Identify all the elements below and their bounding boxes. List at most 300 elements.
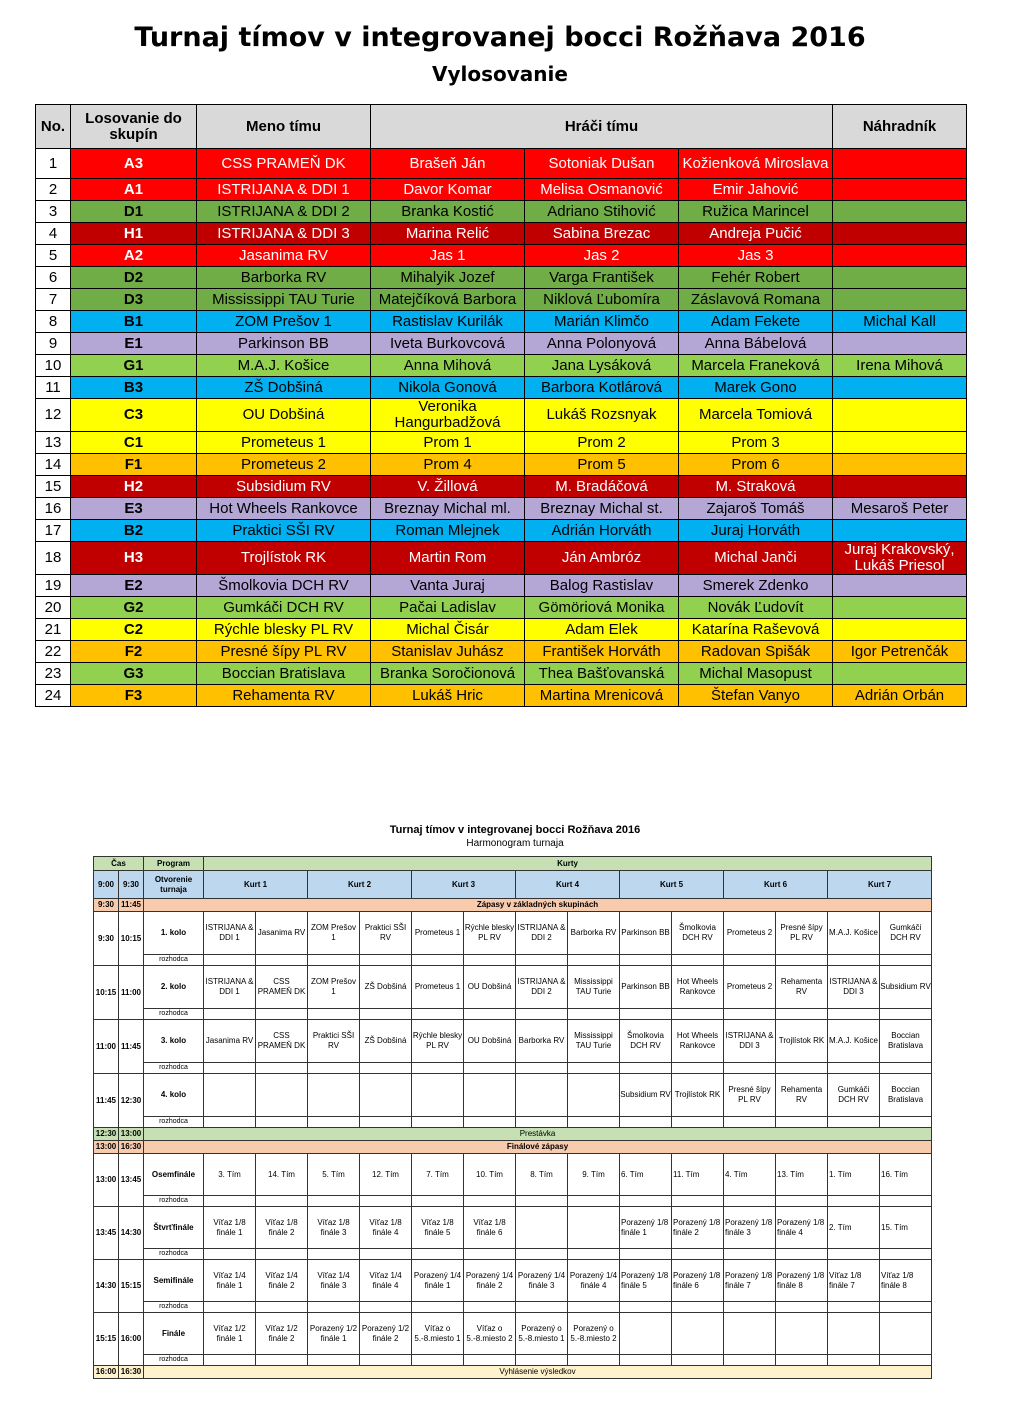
group-code: D1 bbox=[71, 201, 197, 223]
referee-cell bbox=[568, 1355, 620, 1366]
match-cell bbox=[620, 1313, 672, 1355]
match-cell: Trojlístok RK bbox=[672, 1074, 724, 1117]
draw-row bbox=[36, 201, 967, 223]
group-code: D2 bbox=[71, 267, 197, 289]
referee-cell bbox=[724, 1355, 776, 1366]
substitute bbox=[833, 245, 967, 267]
row-number: 1 bbox=[36, 149, 71, 179]
substitute bbox=[833, 663, 967, 685]
draw-row bbox=[36, 498, 967, 520]
referee-cell bbox=[464, 955, 516, 966]
referee-cell bbox=[828, 1196, 880, 1207]
player-1: Matejčíková Barbora bbox=[371, 289, 525, 311]
referee-cell bbox=[308, 1302, 360, 1313]
team-name: Prometeus 1 bbox=[197, 432, 371, 454]
time-end: 14:30 bbox=[119, 1207, 144, 1260]
substitute bbox=[833, 399, 967, 432]
referee-cell bbox=[776, 955, 828, 966]
referee-cell bbox=[204, 1009, 256, 1020]
match-cell: Víťaz 1/8 finále 7 bbox=[828, 1260, 880, 1302]
referee-cell bbox=[464, 1009, 516, 1020]
time-start: 13:00 bbox=[94, 1154, 119, 1207]
match-cell: Boccian Bratislava bbox=[880, 1074, 932, 1117]
player-3: Fehér Robert bbox=[679, 267, 833, 289]
header-players: Hráči tímu bbox=[371, 105, 833, 149]
header-no: No. bbox=[36, 105, 71, 149]
match-cell: 11. Tím bbox=[672, 1154, 724, 1196]
match-cell: CSS PRAMEŇ DK bbox=[256, 1020, 308, 1063]
draw-row bbox=[36, 685, 967, 707]
player-1: Roman Mlejnek bbox=[371, 520, 525, 542]
match-cell: Boccian Bratislava bbox=[880, 1020, 932, 1063]
header-kurty: Kurty bbox=[204, 857, 932, 871]
schedule-body bbox=[94, 857, 932, 1379]
time-start: 14:30 bbox=[94, 1260, 119, 1313]
player-3: Marcela Tomiová bbox=[679, 399, 833, 432]
referee-cell bbox=[516, 1249, 568, 1260]
schedule-row bbox=[94, 1009, 932, 1020]
round-label: Finále bbox=[144, 1313, 204, 1355]
round-label: Semifinále bbox=[144, 1260, 204, 1302]
group-code: A2 bbox=[71, 245, 197, 267]
match-cell: ZOM Prešov 1 bbox=[308, 912, 360, 955]
match-cell: Barborka RV bbox=[568, 912, 620, 955]
round-label: 2. kolo bbox=[144, 966, 204, 1009]
match-cell: ISTRIJANA & DDI 2 bbox=[516, 966, 568, 1009]
match-cell: ZŠ Dobšiná bbox=[360, 966, 412, 1009]
match-cell: 4. Tím bbox=[724, 1154, 776, 1196]
referee-cell bbox=[464, 1249, 516, 1260]
schedule-row bbox=[94, 871, 932, 899]
referee-cell bbox=[256, 1355, 308, 1366]
player-1: Veronika Hangurbadžová bbox=[371, 399, 525, 432]
referee-cell bbox=[672, 1355, 724, 1366]
referee-cell bbox=[308, 1196, 360, 1207]
referee-cell bbox=[204, 1302, 256, 1313]
player-3: Adam Fekete bbox=[679, 311, 833, 333]
referee-cell bbox=[568, 1302, 620, 1313]
match-cell: Jasanima RV bbox=[256, 912, 308, 955]
substitute: Igor Petrenčák bbox=[833, 641, 967, 663]
group-code: A3 bbox=[71, 149, 197, 179]
match-cell: Víťaz 1/4 finále 2 bbox=[256, 1260, 308, 1302]
match-cell: Rehamenta RV bbox=[776, 966, 828, 1009]
match-cell: 5. Tím bbox=[308, 1154, 360, 1196]
match-cell: 3. Tím bbox=[204, 1154, 256, 1196]
schedule-row bbox=[94, 1128, 932, 1141]
substitute: Juraj Krakovský, Lukáš Priesol bbox=[833, 542, 967, 575]
referee-cell bbox=[880, 1249, 932, 1260]
group-code: A1 bbox=[71, 179, 197, 201]
player-3: Emir Jahović bbox=[679, 179, 833, 201]
row-number: 14 bbox=[36, 454, 71, 476]
referee-cell bbox=[412, 1355, 464, 1366]
match-cell bbox=[516, 1074, 568, 1117]
match-cell: Presné šípy PL RV bbox=[724, 1074, 776, 1117]
player-1: Mihalyik Jozef bbox=[371, 267, 525, 289]
referee-cell bbox=[360, 1196, 412, 1207]
referee-cell bbox=[672, 1302, 724, 1313]
referee-cell bbox=[360, 1009, 412, 1020]
group-code: D3 bbox=[71, 289, 197, 311]
match-cell: Gumkáči DCH RV bbox=[828, 1074, 880, 1117]
substitute bbox=[833, 597, 967, 619]
substitute bbox=[833, 619, 967, 641]
referee-cell bbox=[776, 1355, 828, 1366]
match-cell: Rýchle blesky PL RV bbox=[412, 1020, 464, 1063]
team-name: Šmolkovia DCH RV bbox=[197, 575, 371, 597]
match-cell bbox=[204, 1074, 256, 1117]
row-number: 24 bbox=[36, 685, 71, 707]
referee-cell bbox=[620, 1196, 672, 1207]
match-cell bbox=[360, 1074, 412, 1117]
match-cell: M.A.J. Košice bbox=[828, 912, 880, 955]
time-end: 15:15 bbox=[119, 1260, 144, 1313]
referee-cell bbox=[620, 1355, 672, 1366]
player-3: Marek Gono bbox=[679, 377, 833, 399]
referee-cell bbox=[828, 1249, 880, 1260]
round-label: 3. kolo bbox=[144, 1020, 204, 1063]
schedule-row bbox=[94, 912, 932, 955]
player-3: Juraj Horváth bbox=[679, 520, 833, 542]
group-code: F2 bbox=[71, 641, 197, 663]
match-cell bbox=[776, 1313, 828, 1355]
time-start: 16:00 bbox=[94, 1366, 119, 1379]
match-cell: Porazený 1/8 finále 4 bbox=[776, 1207, 828, 1249]
player-3: Michal Janči bbox=[679, 542, 833, 575]
match-cell: Rýchle blesky PL RV bbox=[464, 912, 516, 955]
match-cell: Víťaz 1/8 finále 1 bbox=[204, 1207, 256, 1249]
draw-row bbox=[36, 179, 967, 201]
team-name: Praktici SŠI RV bbox=[197, 520, 371, 542]
finals-bar: Finálové zápasy bbox=[144, 1141, 932, 1154]
court-header: Kurt 3 bbox=[412, 871, 516, 899]
match-cell: Hot Wheels Rankovce bbox=[672, 1020, 724, 1063]
player-1: Martin Rom bbox=[371, 542, 525, 575]
match-cell: Víťaz 1/4 finále 3 bbox=[308, 1260, 360, 1302]
match-cell: Porazený 1/4 finále 2 bbox=[464, 1260, 516, 1302]
player-2: Breznay Michal st. bbox=[525, 498, 679, 520]
match-cell: Praktici SŠI RV bbox=[308, 1020, 360, 1063]
referee-cell bbox=[412, 955, 464, 966]
match-cell bbox=[828, 1313, 880, 1355]
match-cell: Rehamenta RV bbox=[776, 1074, 828, 1117]
time-start: 11:45 bbox=[94, 1074, 119, 1128]
group-code: B2 bbox=[71, 520, 197, 542]
substitute: Michal Kall bbox=[833, 311, 967, 333]
referee-cell bbox=[516, 1009, 568, 1020]
match-cell: OU Dobšiná bbox=[464, 1020, 516, 1063]
player-2: Sotoniak Dušan bbox=[525, 149, 679, 179]
player-3: Ružica Marincel bbox=[679, 201, 833, 223]
round-label: Štvrťfinále bbox=[144, 1207, 204, 1249]
schedule-title: Turnaj tímov v integrovanej bocci Rožňava 2016 bbox=[389, 824, 641, 836]
row-number: 8 bbox=[36, 311, 71, 333]
group-code: G3 bbox=[71, 663, 197, 685]
referee-cell bbox=[672, 1117, 724, 1128]
court-header: Kurt 5 bbox=[620, 871, 724, 899]
draw-row bbox=[36, 619, 967, 641]
referee-cell bbox=[672, 1196, 724, 1207]
match-cell: Trojlístok RK bbox=[776, 1020, 828, 1063]
match-cell bbox=[308, 1074, 360, 1117]
referee-cell bbox=[776, 1009, 828, 1020]
substitute bbox=[833, 267, 967, 289]
team-name: Mississippi TAU Turie bbox=[197, 289, 371, 311]
group-code: B1 bbox=[71, 311, 197, 333]
player-3: Andreja Pučić bbox=[679, 223, 833, 245]
player-3: Jas 3 bbox=[679, 245, 833, 267]
draw-row bbox=[36, 399, 967, 432]
draw-row bbox=[36, 641, 967, 663]
player-2: M. Bradáčová bbox=[525, 476, 679, 498]
player-3: Marcela Franeková bbox=[679, 355, 833, 377]
match-cell bbox=[516, 1207, 568, 1249]
referee-cell bbox=[256, 1009, 308, 1020]
match-cell: 14. Tím bbox=[256, 1154, 308, 1196]
substitute bbox=[833, 520, 967, 542]
groups-bar: Zápasy v základných skupinách bbox=[144, 899, 932, 912]
court-header: Kurt 1 bbox=[204, 871, 308, 899]
schedule-row bbox=[94, 955, 932, 966]
row-number: 19 bbox=[36, 575, 71, 597]
referee-cell bbox=[308, 1355, 360, 1366]
match-cell: Víťaz 1/8 finále 6 bbox=[464, 1207, 516, 1249]
court-header: Kurt 7 bbox=[828, 871, 932, 899]
player-3: Zajaroš Tomáš bbox=[679, 498, 833, 520]
player-2: Niklová Ľubomíra bbox=[525, 289, 679, 311]
player-3: Kožienková Miroslava bbox=[679, 149, 833, 179]
row-number: 18 bbox=[36, 542, 71, 575]
player-2: Anna Polonyová bbox=[525, 333, 679, 355]
team-name: ZOM Prešov 1 bbox=[197, 311, 371, 333]
row-number: 2 bbox=[36, 179, 71, 201]
referee-cell bbox=[256, 1063, 308, 1074]
row-number: 9 bbox=[36, 333, 71, 355]
draw-row bbox=[36, 663, 967, 685]
round-label: 1. kolo bbox=[144, 912, 204, 955]
match-cell: Prometeus 2 bbox=[724, 966, 776, 1009]
group-code: E1 bbox=[71, 333, 197, 355]
row-number: 3 bbox=[36, 201, 71, 223]
team-name: Prometeus 2 bbox=[197, 454, 371, 476]
time-end: 10:15 bbox=[119, 912, 144, 966]
referee-cell bbox=[464, 1302, 516, 1313]
draw-body bbox=[36, 149, 967, 707]
team-name: ZŠ Dobšiná bbox=[197, 377, 371, 399]
match-cell: Jasanima RV bbox=[204, 1020, 256, 1063]
referee-cell bbox=[360, 1355, 412, 1366]
player-2: František Horváth bbox=[525, 641, 679, 663]
match-cell: Porazený 1/8 finále 3 bbox=[724, 1207, 776, 1249]
team-name: Hot Wheels Rankovce bbox=[197, 498, 371, 520]
referee-cell bbox=[308, 1009, 360, 1020]
player-3: Prom 3 bbox=[679, 432, 833, 454]
match-cell: ISTRIJANA & DDI 3 bbox=[828, 966, 880, 1009]
team-name: Gumkáči DCH RV bbox=[197, 597, 371, 619]
referee-cell bbox=[464, 1355, 516, 1366]
referee-cell bbox=[256, 1302, 308, 1313]
match-cell: Šmolkovia DCH RV bbox=[620, 1020, 672, 1063]
match-cell: ZŠ Dobšiná bbox=[360, 1020, 412, 1063]
schedule-row bbox=[94, 1366, 932, 1379]
referee-cell bbox=[360, 1063, 412, 1074]
schedule-row bbox=[94, 857, 932, 871]
match-cell: 13. Tím bbox=[776, 1154, 828, 1196]
match-cell bbox=[568, 1207, 620, 1249]
team-name: ISTRIJANA & DDI 3 bbox=[197, 223, 371, 245]
group-code: H2 bbox=[71, 476, 197, 498]
group-code: H3 bbox=[71, 542, 197, 575]
team-name: CSS PRAMEŇ DK bbox=[197, 149, 371, 179]
referee-cell bbox=[464, 1117, 516, 1128]
player-3: Radovan Spišák bbox=[679, 641, 833, 663]
referee-cell bbox=[204, 955, 256, 966]
referee-cell bbox=[412, 1009, 464, 1020]
group-code: F3 bbox=[71, 685, 197, 707]
results-bar: Vyhlásenie výsledkov bbox=[144, 1366, 932, 1379]
header-group: Losovanie do skupín bbox=[71, 105, 197, 149]
time-start: 12:30 bbox=[94, 1128, 119, 1141]
row-number: 6 bbox=[36, 267, 71, 289]
substitute: Irena Mihová bbox=[833, 355, 967, 377]
round-label: Osemfinále bbox=[144, 1154, 204, 1196]
referee-cell bbox=[776, 1063, 828, 1074]
team-name: ISTRIJANA & DDI 1 bbox=[197, 179, 371, 201]
referee-cell bbox=[464, 1063, 516, 1074]
match-cell: Presné šípy PL RV bbox=[776, 912, 828, 955]
match-cell bbox=[880, 1313, 932, 1355]
match-cell: Barborka RV bbox=[516, 1020, 568, 1063]
schedule-row bbox=[94, 1313, 932, 1355]
substitute: Adrián Orbán bbox=[833, 685, 967, 707]
player-1: V. Žillová bbox=[371, 476, 525, 498]
referee-cell bbox=[516, 1063, 568, 1074]
group-code: C3 bbox=[71, 399, 197, 432]
row-number: 22 bbox=[36, 641, 71, 663]
substitute bbox=[833, 201, 967, 223]
schedule-row bbox=[94, 1074, 932, 1117]
player-1: Iveta Burkovcová bbox=[371, 333, 525, 355]
referee-cell bbox=[724, 1249, 776, 1260]
player-1: Branka Soročionová bbox=[371, 663, 525, 685]
player-2: Gömöriová Monika bbox=[525, 597, 679, 619]
referee-cell bbox=[724, 1117, 776, 1128]
match-cell: 12. Tím bbox=[360, 1154, 412, 1196]
referee-cell bbox=[620, 1302, 672, 1313]
referee-cell bbox=[620, 1063, 672, 1074]
match-cell: Víťaz 1/8 finále 4 bbox=[360, 1207, 412, 1249]
draw-row bbox=[36, 267, 967, 289]
referee-cell bbox=[516, 1196, 568, 1207]
time-start: 13:45 bbox=[94, 1207, 119, 1260]
match-cell: Porazený 1/4 finále 4 bbox=[568, 1260, 620, 1302]
time-end: 16:30 bbox=[119, 1366, 144, 1379]
referee-cell bbox=[776, 1249, 828, 1260]
referee-cell bbox=[412, 1302, 464, 1313]
referee-cell bbox=[880, 1196, 932, 1207]
referee-cell bbox=[204, 1249, 256, 1260]
match-cell: Praktici SŠI RV bbox=[360, 912, 412, 955]
player-1: Michal Čisár bbox=[371, 619, 525, 641]
match-cell: Subsidium RV bbox=[880, 966, 932, 1009]
match-cell: Prometeus 1 bbox=[412, 912, 464, 955]
referee-cell bbox=[360, 955, 412, 966]
header-substitute: Náhradník bbox=[833, 105, 967, 149]
match-cell bbox=[256, 1074, 308, 1117]
referee-label: rozhodca bbox=[144, 1009, 204, 1020]
referee-cell bbox=[256, 1249, 308, 1260]
player-3: Záslavová Romana bbox=[679, 289, 833, 311]
player-1: Davor Komar bbox=[371, 179, 525, 201]
player-2: Lukáš Rozsnyak bbox=[525, 399, 679, 432]
schedule-row bbox=[94, 1355, 932, 1366]
match-cell: Víťaz 1/2 finále 1 bbox=[204, 1313, 256, 1355]
player-2: Thea Bašťovanská bbox=[525, 663, 679, 685]
substitute bbox=[833, 476, 967, 498]
match-cell: Gumkáči DCH RV bbox=[880, 912, 932, 955]
draw-row bbox=[36, 432, 967, 454]
schedule-row bbox=[94, 1196, 932, 1207]
referee-cell bbox=[724, 1196, 776, 1207]
player-1: Pačai Ladislav bbox=[371, 597, 525, 619]
substitute bbox=[833, 432, 967, 454]
match-cell: 15. Tím bbox=[880, 1207, 932, 1249]
player-1: Marina Relić bbox=[371, 223, 525, 245]
row-number: 10 bbox=[36, 355, 71, 377]
match-cell: Porazený 1/8 finále 8 bbox=[776, 1260, 828, 1302]
team-name: ISTRIJANA & DDI 2 bbox=[197, 201, 371, 223]
player-2: Balog Rastislav bbox=[525, 575, 679, 597]
match-cell: Parkinson BB bbox=[620, 912, 672, 955]
referee-cell bbox=[828, 1063, 880, 1074]
time-end: 11:45 bbox=[119, 899, 144, 912]
time-end: 13:45 bbox=[119, 1154, 144, 1207]
player-2: Jana Lysáková bbox=[525, 355, 679, 377]
substitute bbox=[833, 454, 967, 476]
referee-cell bbox=[724, 1009, 776, 1020]
court-header: Kurt 4 bbox=[516, 871, 620, 899]
time-start: 13:00 bbox=[94, 1141, 119, 1154]
referee-cell bbox=[880, 955, 932, 966]
substitute bbox=[833, 179, 967, 201]
substitute bbox=[833, 377, 967, 399]
match-cell: Víťaz 1/4 finále 1 bbox=[204, 1260, 256, 1302]
referee-cell bbox=[724, 955, 776, 966]
match-cell: Hot Wheels Rankovce bbox=[672, 966, 724, 1009]
referee-cell bbox=[880, 1009, 932, 1020]
match-cell: Porazený 1/4 finále 1 bbox=[412, 1260, 464, 1302]
player-1: Brašeň Ján bbox=[371, 149, 525, 179]
player-3: Štefan Vanyo bbox=[679, 685, 833, 707]
match-cell: Víťaz 1/8 finále 8 bbox=[880, 1260, 932, 1302]
court-header: Kurt 6 bbox=[724, 871, 828, 899]
match-cell: 8. Tím bbox=[516, 1154, 568, 1196]
referee-cell bbox=[620, 1117, 672, 1128]
time-end: 9:30 bbox=[119, 871, 144, 899]
player-1: Anna Mihová bbox=[371, 355, 525, 377]
referee-cell bbox=[204, 1196, 256, 1207]
referee-cell bbox=[724, 1063, 776, 1074]
schedule-row bbox=[94, 1141, 932, 1154]
match-cell: 9. Tím bbox=[568, 1154, 620, 1196]
referee-cell bbox=[828, 1117, 880, 1128]
schedule-row bbox=[94, 966, 932, 1009]
match-cell: Porazený o 5.-8.miesto 1 bbox=[516, 1313, 568, 1355]
referee-cell bbox=[620, 955, 672, 966]
row-number: 17 bbox=[36, 520, 71, 542]
draw-row bbox=[36, 542, 967, 575]
